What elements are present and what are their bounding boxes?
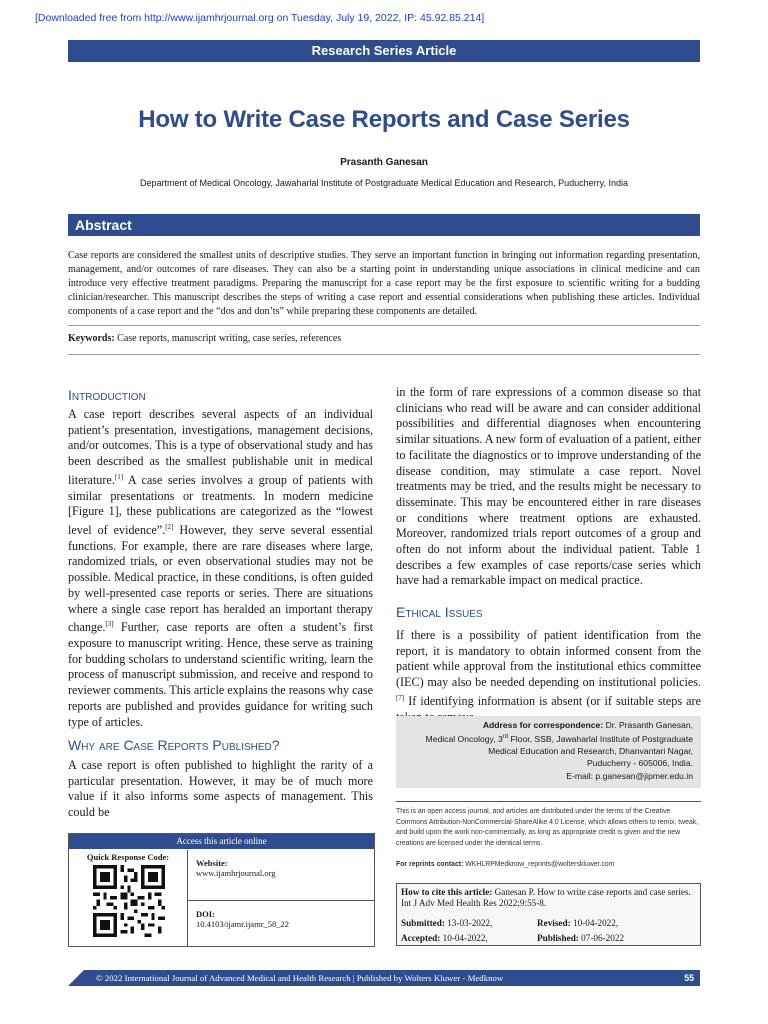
ethical-text-2: If identifying information is absent (or if suitable steps are [408,693,701,708]
submitted-date: 13-03-2022, [444,918,493,928]
revised-date: 10-04-2022, [570,918,619,928]
accepted-label: Accepted: [401,932,441,943]
continuation-paragraph: in the form of rare expressions of a common disease so that clinicians who read will be aware and can consider additional possibilities and differential diagnoses when encountering similar situations. A new form of evaluation of a patient, either to facilitate the diagnostics or to improve understanding of the disease condition, may stimulate a case report. Novel treatments may be tried, and the results might be necessary to disseminate. This may be encountered either in rare diseases or conditions where treatment options are exhausted. Moreover, randomized trials report outcomes of a group and often do not inform about the individual patient. Table 1 describes a few examples of case reports/case series which have had a remarkable impact on medical practice. [396,385,701,588]
cite-text: Ganesan P. How to write case reports and case series. Int J Adv Med Health Res 2022;9:55-8. [401,887,691,908]
footer-corner-decoration [68,970,84,986]
ethical-paragraph [396,628,701,725]
submitted-label: Submitted: [401,918,445,928]
section-heading-why: Why are Case Reports Published? [68,737,280,753]
abstract-header [68,214,700,236]
citation-ref: [3] [105,620,114,629]
citation-ref: [7] [396,693,405,702]
website-link[interactable]: www.ijamhrjournal.org [196,868,276,878]
ethical-text-1: If there is a possibility of patient identification from the report, it is mandatory to obtain informed consent from the patient while approval from the institutional ethics committee (IEC) may also be needed depending on institutional policies. [396,628,701,690]
author-name: Prasanth Ganesan [340,157,428,168]
citation-ref: [1] [114,472,124,481]
divider [68,354,700,355]
citation-box [396,883,701,946]
download-notice: [Downloaded free from http://www.ijamhrjournal.org on Tuesday, July 19, 2022, IP: 45.92.85.214] [35,12,485,24]
correspondence-line: Puducherry - 605006, India. [586,758,693,769]
footer-bar [68,970,700,986]
qr-label: Quick Response Code: [86,852,170,862]
doi-value[interactable]: 10.4103/ijamr.ijamr_58_22 [196,919,290,929]
divider [68,325,700,326]
qr-code-icon[interactable] [93,865,165,937]
introduction-paragraph [68,407,373,730]
divider [396,801,701,802]
correspondence-line: Medical Oncology, 3rd Floor, SSB, Jawaharlal Institute of Postgraduate [425,734,693,745]
intro-text-2: A case series involves a group of patients with similar presentations or treatments. In modern medicine [Figure 1], these publications are categorized as the “lowest level of evidence”. [68,472,373,538]
keywords [68,333,700,344]
footer-copyright: © 2022 International Journal of Advanced Medical and Health Research | Published by Wolters Kluwer - Medknow [96,973,504,983]
keywords-text: Case reports, manuscript writing, case series, references [117,333,342,344]
access-online-box [68,833,375,947]
published-date: 07-06-2022 [578,932,625,943]
section-heading-introduction: Introduction [68,387,146,403]
article-type-banner: Research Series Article [68,40,700,62]
author-affiliation: Department of Medical Oncology, Jawaharlal Institute of Postgraduate Medical Education and Research, Puducherry, India [140,178,628,188]
correspondence-box [396,716,701,788]
qr-cell [69,850,188,946]
correspondence-email[interactable]: E-mail: p.ganesan@jipmer.edu.in [566,770,693,781]
published-label: Published: [537,932,579,943]
correspondence-name: Dr. Prasanth Ganesan, [603,720,693,730]
accepted-date: 10-04-2022, [440,932,488,943]
intro-text-1: A case report describes several aspects of an individual patient’s presentation, investigations, management decisions, and/or outcomes. This is a type of observational study and has been described as the smallest publishable unit in medical literature. [68,407,373,487]
abstract-heading: Abstract [75,217,132,233]
website-cell [188,850,374,901]
page-number: 55 [684,973,694,983]
intro-text-3: However, they serve several essential functions. For example, there are rare diseases where large, randomized trials, or even observational studies may not be possible. Medical practice, in these conditions, is often guided by well-presented case reports or series. There are situations where a single case report has heralded an important therapy change. [68,523,373,635]
reprints-label: For reprints contact: [396,861,464,868]
reprints-email[interactable]: WKHLRPMedknow_reprints@wolterskluwer.com [463,861,615,868]
keywords-label: Keywords: [68,333,115,344]
revised-label: Revised: [537,918,571,928]
abstract-text: Case reports are considered the smallest units of descriptive studies. They serve an important function in bringing out information regarding presentation, management, and/or outcomes of rare diseases. They can also be a starting point in understanding unique associations in clinical medicine and can introduce very effective treatment paradigms. Preparing the manuscript for a case report may be the first exposure to scientific writing for a budding clinician/researcher. This manuscript describes the steps of writing a case report and essential considerations when publishing these articles. Individual components of a case report and the “dos and don’ts” while preparing these components are detailed. [68,250,700,317]
section-heading-ethical: Ethical Issues [396,604,483,620]
article-title: How to Write Case Reports and Case Series [138,106,630,133]
website-label: Website: [196,858,228,868]
article-dates [401,916,697,945]
citation-ref: [2] [165,522,174,531]
doi-cell [188,901,374,946]
correspondence-line: Medical Education and Research, Dhanvantari Nagar, [488,746,693,757]
correspondence-label: Address for correspondence: [482,720,604,730]
open-access-notice: This is an open access journal, and articles are distributed under the terms of the Creative Commons Attribution-NonCommercial-ShareAlike 4.0 License, which allows others to remix, tweak, and build upon the work non-commercially, as long as appropriate credit is given and the new creations are licensed under the identical terms. [396,808,699,847]
intro-text-4: Further, case reports are often a student’s first exposure to manuscript writing. Hence, these serve as training for budding scholars to understand scientific writing, learn the process of manuscript submission, and receive and respond to reviewer comments. This article explains the reasons why case reports are published and provides guidance for writing such type of articles. [68,620,373,729]
why-paragraph: A case report is often published to highlight the rarity of a particular presentation. However, it may be of much more value if it also informs some aspects of management. This could be [68,758,373,820]
doi-label: DOI: [196,909,215,919]
cite-label: How to cite this article: [401,887,493,897]
access-header: Access this article online [69,834,374,849]
reprints-contact [396,861,701,868]
